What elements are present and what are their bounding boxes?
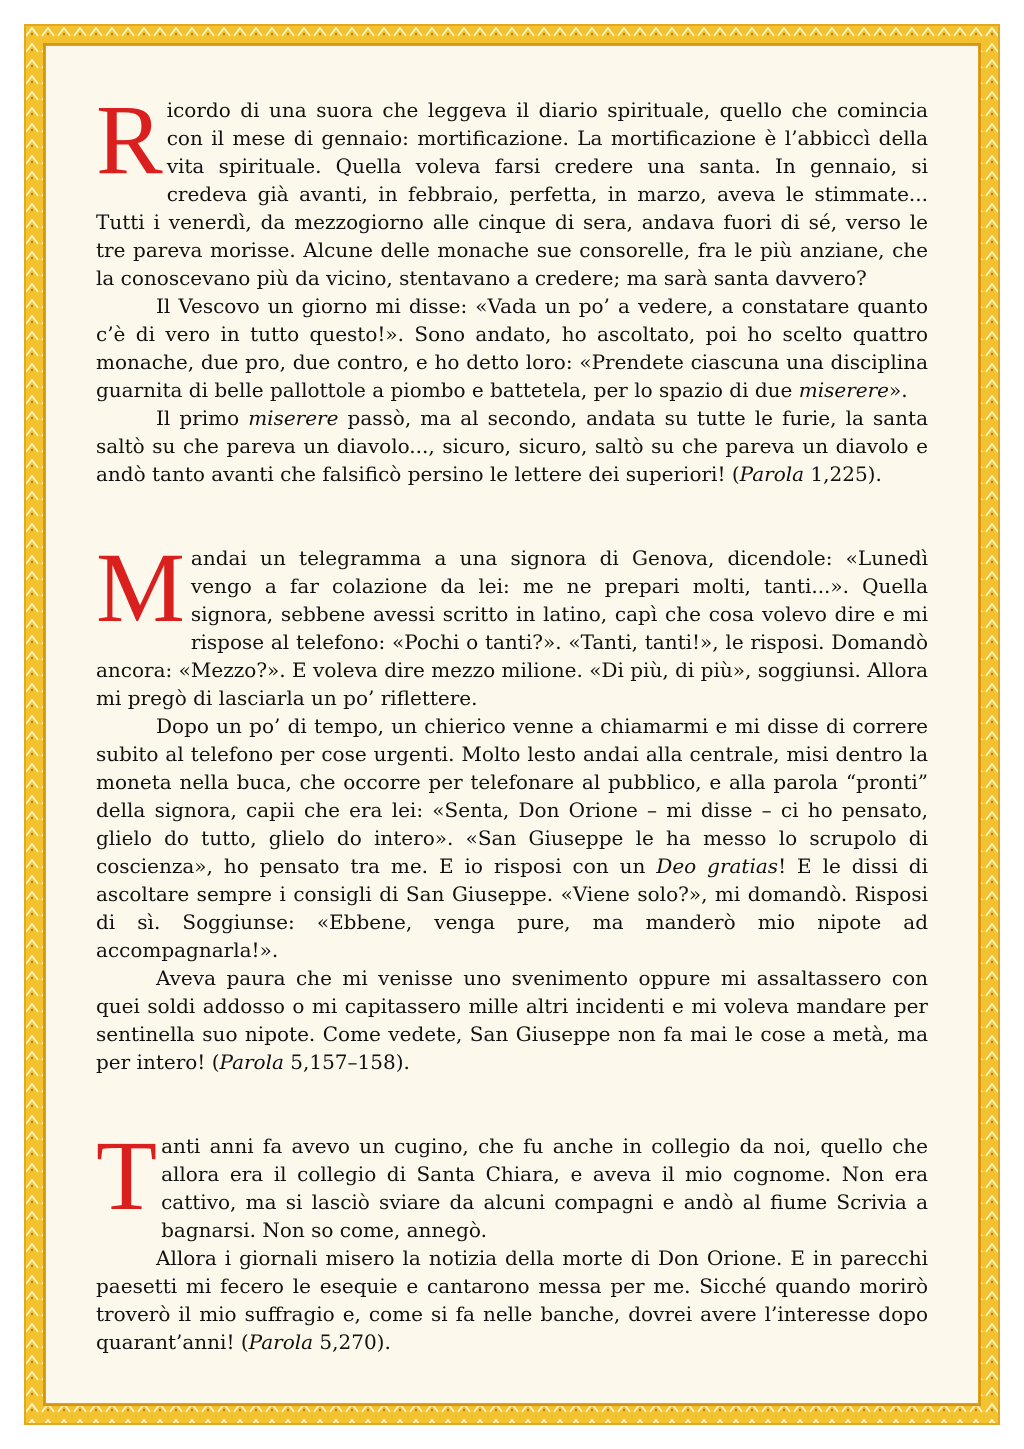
citation-source: Parola xyxy=(739,462,805,486)
paragraph-text: passò, ma al secondo, andata su tutte le furie, la santa saltò su che pareva un diavolo..., sicuro, sicuro, saltò su che pareva un diavolo e andò tanto avanti che falsificò persino le lettere dei superiori! ( xyxy=(96,406,928,486)
text-body xyxy=(96,84,929,1356)
paragraph xyxy=(96,712,928,964)
citation-source: Parola xyxy=(219,1050,284,1074)
paragraph-text: ». xyxy=(889,378,908,402)
paragraph xyxy=(96,1244,928,1356)
citation-ref: 5,270). xyxy=(313,1330,391,1354)
paragraph-text: icordo di una suora che leggeva il diario spirituale, quello che comincia con il mese di gennaio: mortificazione. La mortificazione è l’abbiccì della vita spirituale. Quella voleva farsi credere una santa. In gennaio, si credeva già avanti, in febbraio, perfetta, in marzo, aveva le stimmate... Tutti i venerdì, da mezzogiorno alle cinque di sera, andava fuori di sé, verso le tre pareva morisse. Alcune delle monache sue consorelle, fra le più anziane, che la conoscevano più da vicino, stentavano a credere; ma sarà santa davvero? xyxy=(96,98,928,290)
paragraph-text: anti anni fa avevo un cugino, che fu anche in collegio da noi, quello che allora era il collegio di Santa Chiara, e aveva il mio cognome. Non era cattivo, ma si lasciò sviare da alcuni compagni e andò al fiume Scrivia a bagnarsi. Non so come, annegò. xyxy=(161,1134,928,1242)
paragraph-text: Il primo xyxy=(156,406,249,430)
drop-cap: R xyxy=(96,84,163,195)
italic-text: miserere xyxy=(248,406,339,430)
paragraph xyxy=(96,404,928,488)
paragraph xyxy=(96,84,928,292)
story-1 xyxy=(96,84,928,488)
italic-text: Deo gratias xyxy=(656,854,779,878)
paragraph xyxy=(96,292,928,404)
italic-text: miserere xyxy=(798,378,890,402)
citation-ref: 5,157–158). xyxy=(283,1050,410,1074)
paragraph-text: Il Vescovo un giorno mi disse: «Vada un po’ a vedere, a constatare quanto c’è di vero in tutto questo!». Sono andato, ho ascoltato, poi ho scelto quattro monache, due pro, due contro, e ho detto loro: «Prendete ciascuna una disciplina guarnita di belle pallottole a piombo e battetela, per lo spazio di due xyxy=(96,294,928,402)
drop-cap: T xyxy=(96,1120,158,1231)
paragraph xyxy=(96,532,928,712)
paragraph-text: andai un telegramma a una signora di Genova, dicendole: «Lunedì vengo a far colazione da lei: me ne prepari molti, tanti...». Quella signora, sebbene avessi scritto in latino, capì che cosa volevo dire e mi rispose al telefono: «Pochi o tanti?». «Tanti, tanti!», le risposi. Domandò ancora: «Mezzo?». E voleva dire mezzo milione. «Di più, di più», soggiunsi. Allora mi pregò di lasciarla un po’ riflettere. xyxy=(96,546,928,710)
story-2 xyxy=(96,532,929,1076)
paragraph-text: Aveva paura che mi venisse uno svenimento oppure mi assaltassero con quei soldi addosso o mi capitassero mille altri incidenti e mi voleva mandare per sentinella suo nipote. Come vedete, San Giuseppe non fa mai le cose a metà, ma per intero! ( xyxy=(96,966,928,1074)
paragraph-text: Allora i giornali misero la notizia della morte di Don Orione. E in parecchi paesetti mi fecero le esequie e cantarono messa per me. Sicché quando morirò troverò il mio suffragio e, come si fa nelle banche, dovrei avere l’interesse dopo quarant’anni! ( xyxy=(96,1246,928,1354)
drop-cap: M xyxy=(96,532,185,643)
paragraph xyxy=(96,1120,928,1244)
paragraph xyxy=(96,964,928,1076)
story-3 xyxy=(96,1120,928,1356)
paragraph-text: ! E le dissi di ascoltare sempre i consigli di San Giuseppe. «Viene solo?», mi domandò. Risposi di sì. Soggiunse: «Ebbene, venga pure, ma manderò mio nipote ad accompagnarla!». xyxy=(96,854,929,962)
citation-source: Parola xyxy=(248,1330,314,1354)
paragraph-text: Dopo un po’ di tempo, un chierico venne a chiamarmi e mi disse di correre subito al telefono per cose urgenti. Molto lesto andai alla centrale, misi dentro la moneta nella buca, che occorre per telefonare al pubblico, e alla parola “pronti” della signora, capii che era lei: «Senta, Don Orione – mi disse – ci ho pensato, glielo do tutto, glielo do intero». «San Giuseppe le ha messo lo scrupolo di coscienza», ho pensato tra me. E io risposi con un xyxy=(96,714,928,878)
citation-ref: 1,225). xyxy=(804,462,882,486)
